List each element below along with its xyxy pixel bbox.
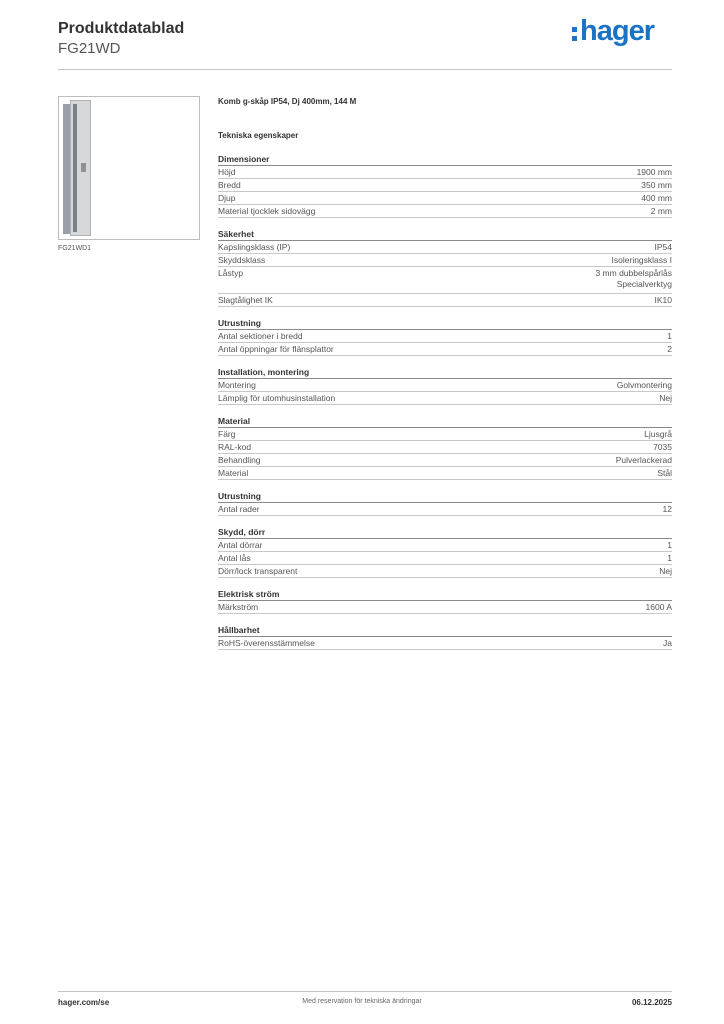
spec-value-line: Ja [663,638,672,648]
spec-label: Antal rader [218,504,260,514]
spec-row [218,503,672,516]
product-code: FG21WD [58,40,121,57]
spec-row [218,637,672,650]
spec-value [667,553,672,564]
spec-value [641,180,672,191]
spec-value [655,295,673,306]
section-title: Skydd, dörr [218,526,672,539]
section-title: Material [218,415,672,428]
spec-value [667,344,672,355]
spec-section [218,366,672,405]
spec-content [218,97,672,650]
spec-label: Antal öppningar för flänsplattor [218,344,334,354]
spec-label: Dörr/lock transparent [218,566,298,576]
spec-value [637,167,672,178]
spec-value [659,393,672,404]
spec-value-line: Golvmontering [616,380,672,390]
spec-value-line: Nej [659,566,672,576]
spec-row [218,166,672,179]
spec-value-line: 350 mm [641,180,672,190]
spec-row [218,539,672,552]
spec-value-line: 7035 [653,442,672,452]
spec-value-line: Specialverktyg [616,279,672,289]
tech-heading: Tekniska egenskaper [218,131,299,140]
spec-row [218,241,672,254]
spec-value [659,566,672,577]
spec-row [218,330,672,343]
spec-row [218,454,672,467]
spec-label: Antal sektioner i bredd [218,331,303,341]
spec-label: Lämplig för utomhusinstallation [218,393,336,403]
footer-disclaimer: Med reservation för tekniska ändringar [302,998,422,1005]
spec-value-line: 1 [667,540,672,550]
document-title: Produktdatablad [58,20,185,37]
spec-value-line: IK10 [654,295,672,305]
spec-section [218,317,672,356]
spec-value [657,468,672,479]
spec-value [655,242,673,253]
spec-row [218,379,672,392]
spec-value [641,193,672,204]
cabinet-hinge-edge [73,104,77,232]
spec-section [218,153,672,218]
section-title: Utrustning [218,317,672,330]
spec-row [218,254,672,267]
spec-value [646,602,672,613]
spec-row [218,428,672,441]
spec-label: RAL-kod [218,442,252,452]
spec-value [616,455,672,466]
spec-row [218,179,672,192]
spec-label: RoHS-överensstämmelse [218,638,315,648]
spec-section [218,415,672,480]
spec-label: Kapslingsklass (IP) [218,242,291,252]
spec-value-line: Ljusgrå [644,429,672,439]
spec-row [218,467,672,480]
spec-value-line: 1600 A [645,602,672,612]
spec-value-line: IP54 [654,242,672,252]
spec-section [218,490,672,516]
spec-value [667,540,672,551]
spec-label: Höjd [218,167,236,177]
spec-value-line: 400 mm [641,193,672,203]
footer-website-link[interactable]: hager.com/se [58,998,110,1007]
spec-label: Material tjocklek sidovägg [218,206,316,216]
cabinet-handle [81,163,86,172]
spec-value [644,429,672,440]
spec-label: Märkström [218,602,259,612]
spec-row [218,192,672,205]
spec-value-line: 2 mm [650,206,672,216]
spec-value [663,504,672,515]
spec-value [617,380,672,391]
footer-date: 06.12.2025 [631,998,672,1007]
logo-text: hager [580,15,654,47]
spec-row [218,392,672,405]
spec-value-line: Stål [657,468,672,478]
spec-label: Färg [218,429,236,439]
spec-value [667,331,672,342]
product-name: Komb g-skåp IP54, Dj 400mm, 144 M [218,97,357,106]
logo-colon-icon [572,27,577,41]
spec-label: Djup [218,193,236,203]
spec-value-line: Pulverlackerad [615,455,672,465]
spec-value-line: 2 [667,344,672,354]
spec-value-line: Nej [659,393,672,403]
spec-value [651,206,672,217]
spec-label: Slagtålighet IK [218,295,273,305]
spec-row [218,294,672,307]
spec-label: Antal lås [218,553,251,563]
hager-logo[interactable] [572,14,654,48]
spec-label: Material [218,468,249,478]
image-caption: FG21WD1 [58,245,92,252]
spec-section [218,588,672,614]
spec-section [218,228,672,307]
section-title: Elektrisk ström [218,588,672,601]
spec-row [218,601,672,614]
spec-value [595,268,672,290]
spec-section [218,526,672,578]
spec-value-line: 12 [662,504,672,514]
footer-divider [58,991,672,992]
spec-row [218,205,672,218]
spec-label: Skyddsklass [218,255,266,265]
header-divider [58,69,672,70]
spec-label: Bredd [218,180,241,190]
cabinet-illustration [63,100,93,236]
spec-row [218,441,672,454]
spec-section [218,624,672,650]
spec-value [653,442,672,453]
spec-row [218,343,672,356]
spec-value-line: 3 mm dubbelspårlås [595,268,672,278]
spec-value-line: 1 [667,553,672,563]
spec-sections [218,153,672,650]
section-title: Installation, montering [218,366,672,379]
spec-row [218,565,672,578]
spec-value-line: 1900 mm [636,167,672,177]
spec-label: Antal dörrar [218,540,263,550]
product-image [58,96,200,240]
section-title: Utrustning [218,490,672,503]
section-title: Dimensioner [218,153,672,166]
spec-label: Behandling [218,455,261,465]
spec-row [218,267,672,294]
spec-value [612,255,672,266]
spec-label: Låstyp [218,268,244,278]
spec-value-line: Isoleringsklass I [611,255,672,265]
spec-value [663,638,672,649]
spec-label: Montering [218,380,256,390]
spec-value-line: 1 [667,331,672,341]
spec-row [218,552,672,565]
cabinet-door [70,100,91,236]
section-title: Säkerhet [218,228,672,241]
section-title: Hållbarhet [218,624,672,637]
